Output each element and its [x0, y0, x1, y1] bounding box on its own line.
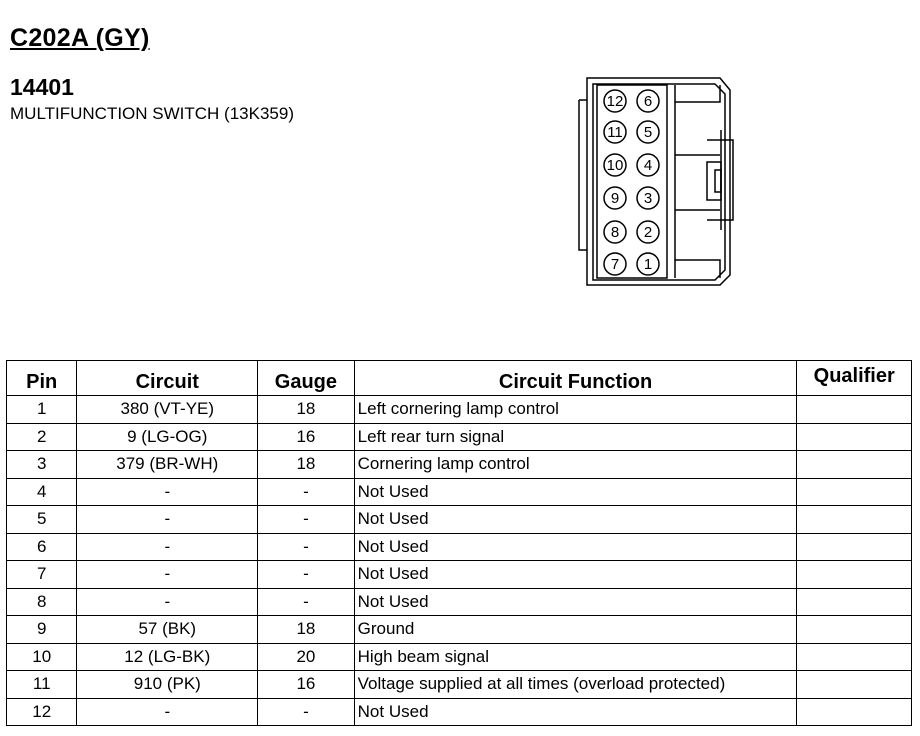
circuit-cell: - — [77, 478, 258, 506]
table-row — [7, 533, 912, 561]
table-row — [7, 616, 912, 644]
connector-title: C202A (GY) — [10, 24, 150, 52]
circuit-cell: - — [77, 533, 258, 561]
pin-cell: 12 — [7, 698, 77, 726]
gauge-cell: - — [258, 561, 355, 589]
cavity-number: 4 — [643, 157, 653, 174]
gauge-cell: - — [258, 533, 355, 561]
table-row — [7, 396, 912, 424]
circuit-cell: 380 (VT-YE) — [77, 396, 258, 424]
qualifier-cell — [797, 396, 912, 424]
table-row — [7, 423, 912, 451]
qualifier-cell — [797, 698, 912, 726]
qualifier-cell — [797, 451, 912, 479]
function-cell: Not Used — [354, 698, 797, 726]
gauge-cell: 16 — [258, 423, 355, 451]
pin-cell: 1 — [7, 396, 77, 424]
cavity-number: 3 — [643, 190, 653, 207]
gauge-cell: 16 — [258, 671, 355, 699]
circuit-cell: - — [77, 698, 258, 726]
cavity-number: 6 — [643, 93, 653, 110]
function-cell: High beam signal — [354, 643, 797, 671]
cavity-number: 9 — [610, 190, 620, 207]
qualifier-cell — [797, 671, 912, 699]
pinout-table — [6, 360, 912, 726]
function-cell: Not Used — [354, 478, 797, 506]
cavity-number: 2 — [643, 224, 653, 241]
cavity-number: 11 — [607, 124, 623, 141]
gauge-cell: 20 — [258, 643, 355, 671]
header-qualifier: Qualifier — [797, 361, 912, 396]
function-cell: Left cornering lamp control — [354, 396, 797, 424]
qualifier-cell — [797, 506, 912, 534]
table-row — [7, 588, 912, 616]
function-cell: Not Used — [354, 533, 797, 561]
circuit-cell: - — [77, 588, 258, 616]
pin-cell: 6 — [7, 533, 77, 561]
circuit-cell: 57 (BK) — [77, 616, 258, 644]
table-row — [7, 643, 912, 671]
header-circuit: Circuit — [77, 361, 258, 396]
table-row — [7, 698, 912, 726]
part-number: 14401 — [10, 74, 74, 100]
circuit-cell: - — [77, 506, 258, 534]
gauge-cell: 18 — [258, 396, 355, 424]
function-cell: Not Used — [354, 561, 797, 589]
part-name: MULTIFUNCTION SWITCH (13K359) — [10, 104, 294, 123]
gauge-cell: - — [258, 588, 355, 616]
pin-cell: 11 — [7, 671, 77, 699]
cavity-number: 5 — [643, 124, 653, 141]
qualifier-cell — [797, 643, 912, 671]
function-cell: Voltage supplied at all times (overload protected) — [354, 671, 797, 699]
gauge-cell: - — [258, 506, 355, 534]
function-cell: Ground — [354, 616, 797, 644]
circuit-cell: 910 (PK) — [77, 671, 258, 699]
circuit-cell: - — [77, 561, 258, 589]
pin-cell: 4 — [7, 478, 77, 506]
gauge-cell: 18 — [258, 616, 355, 644]
header-circuit-function: Circuit Function — [354, 361, 797, 396]
pin-cell: 7 — [7, 561, 77, 589]
cavity-number: 8 — [610, 224, 620, 241]
cavity-number: 10 — [606, 157, 624, 174]
qualifier-cell — [797, 588, 912, 616]
function-cell: Left rear turn signal — [354, 423, 797, 451]
pin-cell: 2 — [7, 423, 77, 451]
circuit-cell: 12 (LG-BK) — [77, 643, 258, 671]
circuit-cell: 379 (BR-WH) — [77, 451, 258, 479]
pin-cell: 8 — [7, 588, 77, 616]
function-cell: Cornering lamp control — [354, 451, 797, 479]
table-row — [7, 478, 912, 506]
qualifier-cell — [797, 533, 912, 561]
table-row — [7, 506, 912, 534]
header-pin: Pin — [7, 361, 77, 396]
table-row — [7, 561, 912, 589]
cavity-number: 12 — [606, 93, 624, 110]
function-cell: Not Used — [354, 588, 797, 616]
cavity-number: 1 — [643, 256, 653, 273]
qualifier-cell — [797, 561, 912, 589]
pin-cell: 5 — [7, 506, 77, 534]
header-gauge: Gauge — [258, 361, 355, 396]
gauge-cell: - — [258, 698, 355, 726]
pin-cell: 3 — [7, 451, 77, 479]
qualifier-cell — [797, 616, 912, 644]
table-row — [7, 451, 912, 479]
pin-cell: 9 — [7, 616, 77, 644]
cavity-number: 7 — [610, 256, 620, 273]
qualifier-cell — [797, 478, 912, 506]
table-header-row — [7, 361, 912, 396]
circuit-cell: 9 (LG-OG) — [77, 423, 258, 451]
pin-cell: 10 — [7, 643, 77, 671]
qualifier-cell — [797, 423, 912, 451]
connector-face-diagram — [575, 70, 740, 302]
function-cell: Not Used — [354, 506, 797, 534]
gauge-cell: - — [258, 478, 355, 506]
gauge-cell: 18 — [258, 451, 355, 479]
table-row — [7, 671, 912, 699]
